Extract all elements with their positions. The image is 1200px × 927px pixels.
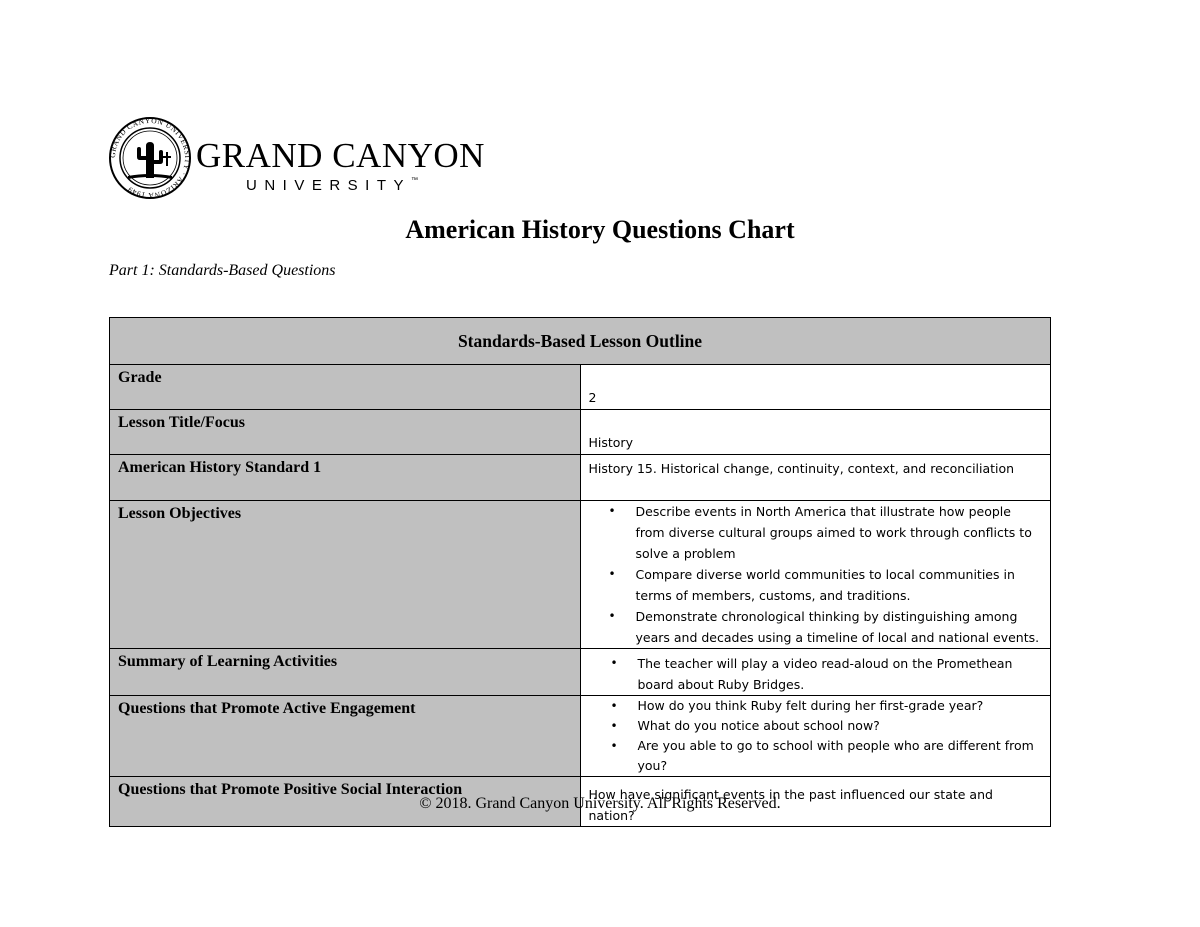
engagement-list [589, 696, 1043, 776]
logo-wordmark: GRAND CANYON [196, 136, 485, 175]
copyright-footer: © 2018. Grand Canyon University. All Rights Reserved. [419, 795, 781, 812]
list-item: • Compare diverse world communities to local communities in terms of members, customs, and traditions. [636, 564, 1043, 606]
row-value [580, 410, 1051, 455]
table-row-standard [110, 455, 1051, 501]
row-value [580, 365, 1051, 410]
table-row-active-engagement [110, 696, 1051, 777]
objectives-list [589, 501, 1043, 648]
bullet-icon: • [610, 739, 618, 753]
list-item: • Are you able to go to school with people who are different from you? [610, 738, 1034, 773]
summary-list [589, 653, 1043, 695]
row-value [580, 649, 1051, 696]
standard-value: History 15. Historical change, continuity, context, and reconciliation [588, 461, 1015, 476]
table-header: Standards-Based Lesson Outline [110, 318, 1051, 365]
lesson-outline-table [109, 317, 1051, 827]
row-value [580, 455, 1051, 501]
row-value [580, 501, 1051, 649]
row-label: Grade [110, 365, 581, 410]
social-interaction-value: How have significant events in the past influenced our state and nation? [588, 787, 993, 823]
trademark-symbol: ™ [411, 177, 419, 184]
list-item: • How do you think Ruby felt during her first-grade year? [638, 696, 1043, 716]
table-row-lesson-title [110, 410, 1051, 455]
row-label: American History Standard 1 [110, 455, 581, 501]
table-row-objectives [110, 501, 1051, 649]
logo-subtitle: UNIVERSITY™ [246, 177, 419, 194]
list-item: • Demonstrate chronological thinking by distinguishing among years and decades using a timeline of local and national events. [636, 606, 1043, 648]
university-seal-icon [108, 116, 192, 200]
row-label: Lesson Objectives [110, 501, 581, 649]
list-item: • The teacher will play a video read-aloud on the Promethean board about Ruby Bridges. [638, 653, 1043, 695]
bullet-icon: • [608, 609, 616, 623]
bullet-icon: • [610, 719, 618, 733]
bullet-icon: • [608, 567, 616, 581]
row-label: Questions that Promote Active Engagement [110, 696, 581, 777]
bullet-icon: • [610, 699, 618, 713]
row-value [580, 696, 1051, 777]
university-logo [108, 116, 485, 202]
row-label: Questions that Promote Positive Social Interaction [110, 777, 581, 827]
list-item: • What do you notice about school now? [638, 716, 1043, 736]
bullet-icon: • [608, 504, 616, 518]
lesson-title-value: History [588, 435, 633, 450]
grade-value: 2 [588, 390, 597, 405]
table-row-summary [110, 649, 1051, 696]
row-label: Lesson Title/Focus [110, 410, 581, 455]
row-label: Summary of Learning Activities [110, 649, 581, 696]
list-item: • Describe events in North America that illustrate how people from diverse cultural groups aimed to work through conflicts to solve a problem [636, 501, 1043, 564]
document-title: American History Questions Chart [405, 215, 795, 244]
part-heading: Part 1: Standards-Based Questions [109, 262, 336, 279]
table-row-grade [110, 365, 1051, 410]
svg-text:GRAND CANYON UNIVERSITY · ARIZ: GRAND CANYON UNIVERSITY · ARIZONA 1949 [108, 116, 192, 200]
bullet-icon: • [610, 656, 618, 670]
